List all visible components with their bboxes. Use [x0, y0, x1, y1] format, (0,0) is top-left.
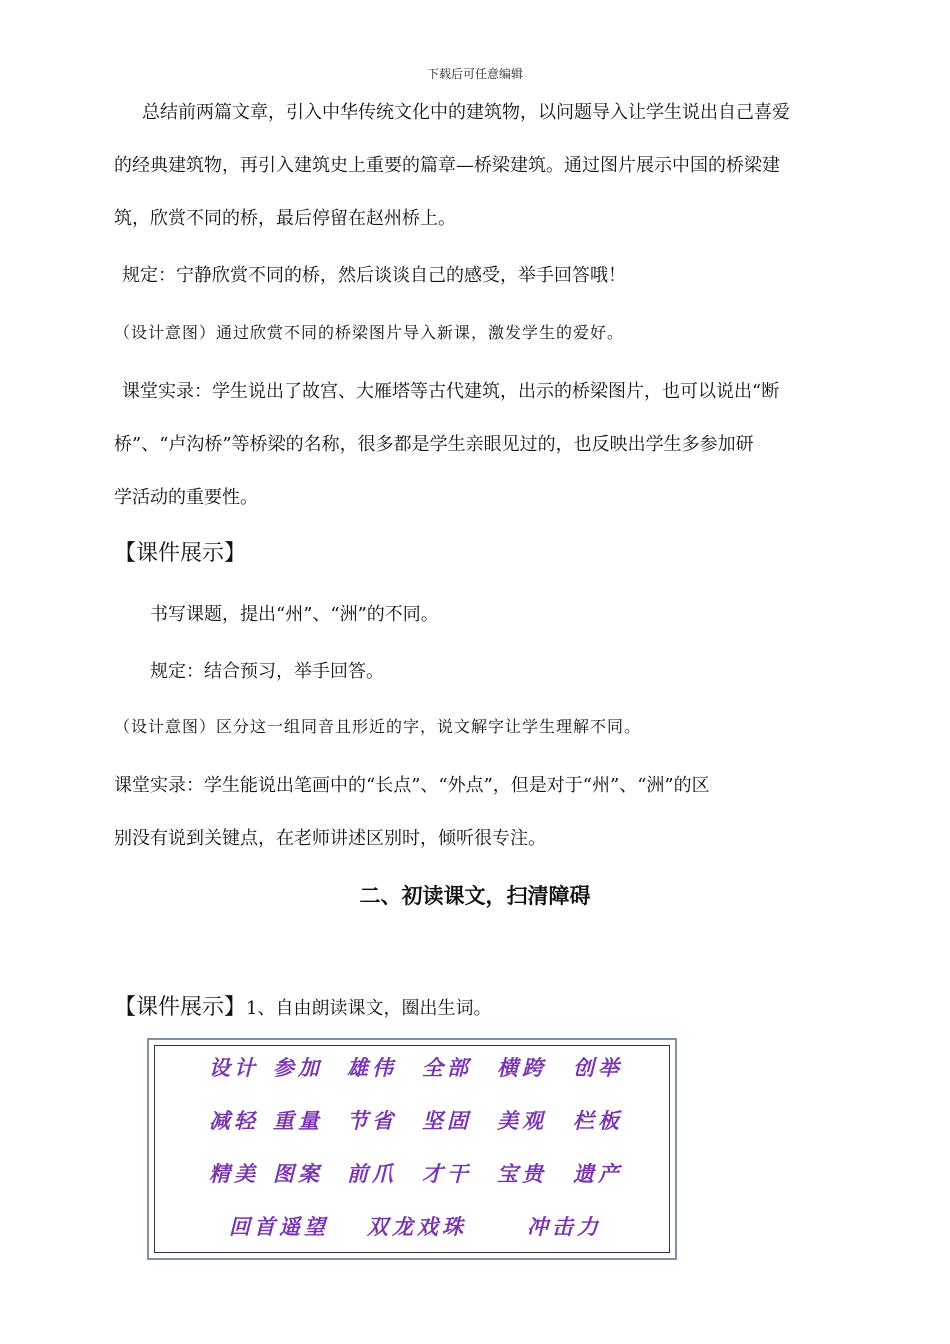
vocab-word: 坚固 [422, 1108, 472, 1133]
vocab-word: 雄伟 [347, 1055, 397, 1080]
courseware-line-2 [114, 990, 844, 1021]
requirement-2: 规定：结合预习，举手回答。 [150, 661, 384, 682]
vocab-row-1 [155, 1052, 669, 1092]
vocab-word: 前爪 [347, 1161, 397, 1186]
vocab-word: 横跨 [497, 1055, 547, 1080]
record2-line-1: 课堂实录：学生能说出笔画中的“长点”、“外点”，但是对于“州”、“洲”的区 [114, 775, 710, 796]
vocab-word: 创举 [573, 1055, 623, 1080]
vocab-word: 遗产 [573, 1161, 623, 1186]
para1-line-3: 筑，欣赏不同的桥，最后停留在赵州桥上。 [114, 208, 456, 229]
task-1: 书写课题，提出“州”、“洲”的不同。 [150, 604, 439, 625]
courseware-task-2: 1、自由朗读课文，圈出生词。 [246, 998, 492, 1019]
courseware-label-2: 【课件展示】 [114, 995, 247, 1020]
requirement-1: 规定：宁静欣赏不同的桥，然后谈谈自己的感受，举手回答哦！ [122, 265, 626, 286]
vocab-word: 设计 [209, 1055, 259, 1080]
vocab-row-2 [155, 1105, 669, 1145]
vocab-word: 才干 [422, 1161, 472, 1186]
vocab-word: 冲击力 [527, 1214, 602, 1239]
vocabulary-box [147, 1038, 677, 1260]
section-heading-2: 二、初读课文，扫清障碍 [359, 884, 591, 908]
vocab-word: 图案 [273, 1161, 323, 1186]
vocab-word: 回首遥望 [229, 1214, 329, 1239]
page-header: 下载后可任意编辑 [426, 67, 523, 81]
vocab-word: 美观 [497, 1108, 547, 1133]
vocab-word: 减轻 [209, 1108, 259, 1133]
record1-line-1: 课堂实录：学生说出了故宫、大雁塔等古代建筑，出示的桥梁图片，也可以说出“断 [122, 381, 780, 402]
para1-line-2: 的经典建筑物，再引入建筑史上重要的篇章—桥梁建筑。通过图片展示中国的桥梁建 [114, 155, 780, 176]
design-intent-1: （设计意图）通过欣赏不同的桥梁图片导入新课，激发学生的爱好。 [114, 323, 625, 342]
vocab-word: 栏板 [573, 1108, 623, 1133]
vocab-word: 参加 [273, 1055, 323, 1080]
para1-line-1: 总结前两篇文章，引入中华传统文化中的建筑物，以问题导入让学生说出自己喜爱 [142, 102, 790, 123]
vocab-word: 双龙戏珠 [367, 1214, 467, 1239]
vocab-row-3 [155, 1158, 669, 1198]
vocab-word: 节省 [347, 1108, 397, 1133]
record1-line-3: 学活动的重要性。 [114, 487, 258, 508]
design-intent-2: （设计意图）区分这一组同音且形近的字，说文解字让学生理解不同。 [114, 717, 642, 736]
vocab-word: 宝贵 [497, 1161, 547, 1186]
vocab-word: 全部 [422, 1055, 472, 1080]
vocabulary-box-inner [154, 1045, 670, 1253]
vocab-word: 重量 [273, 1108, 323, 1133]
courseware-heading-1: 【课件展示】 [114, 541, 247, 566]
record2-line-2: 别没有说到关键点，在老师讲述区别时，倾听很专注。 [114, 828, 546, 849]
record1-line-2: 桥”、“卢沟桥”等桥梁的名称，很多都是学生亲眼见过的，也反映出学生多参加研 [114, 434, 754, 455]
vocab-word: 精美 [209, 1161, 259, 1186]
vocab-row-4 [155, 1211, 669, 1251]
